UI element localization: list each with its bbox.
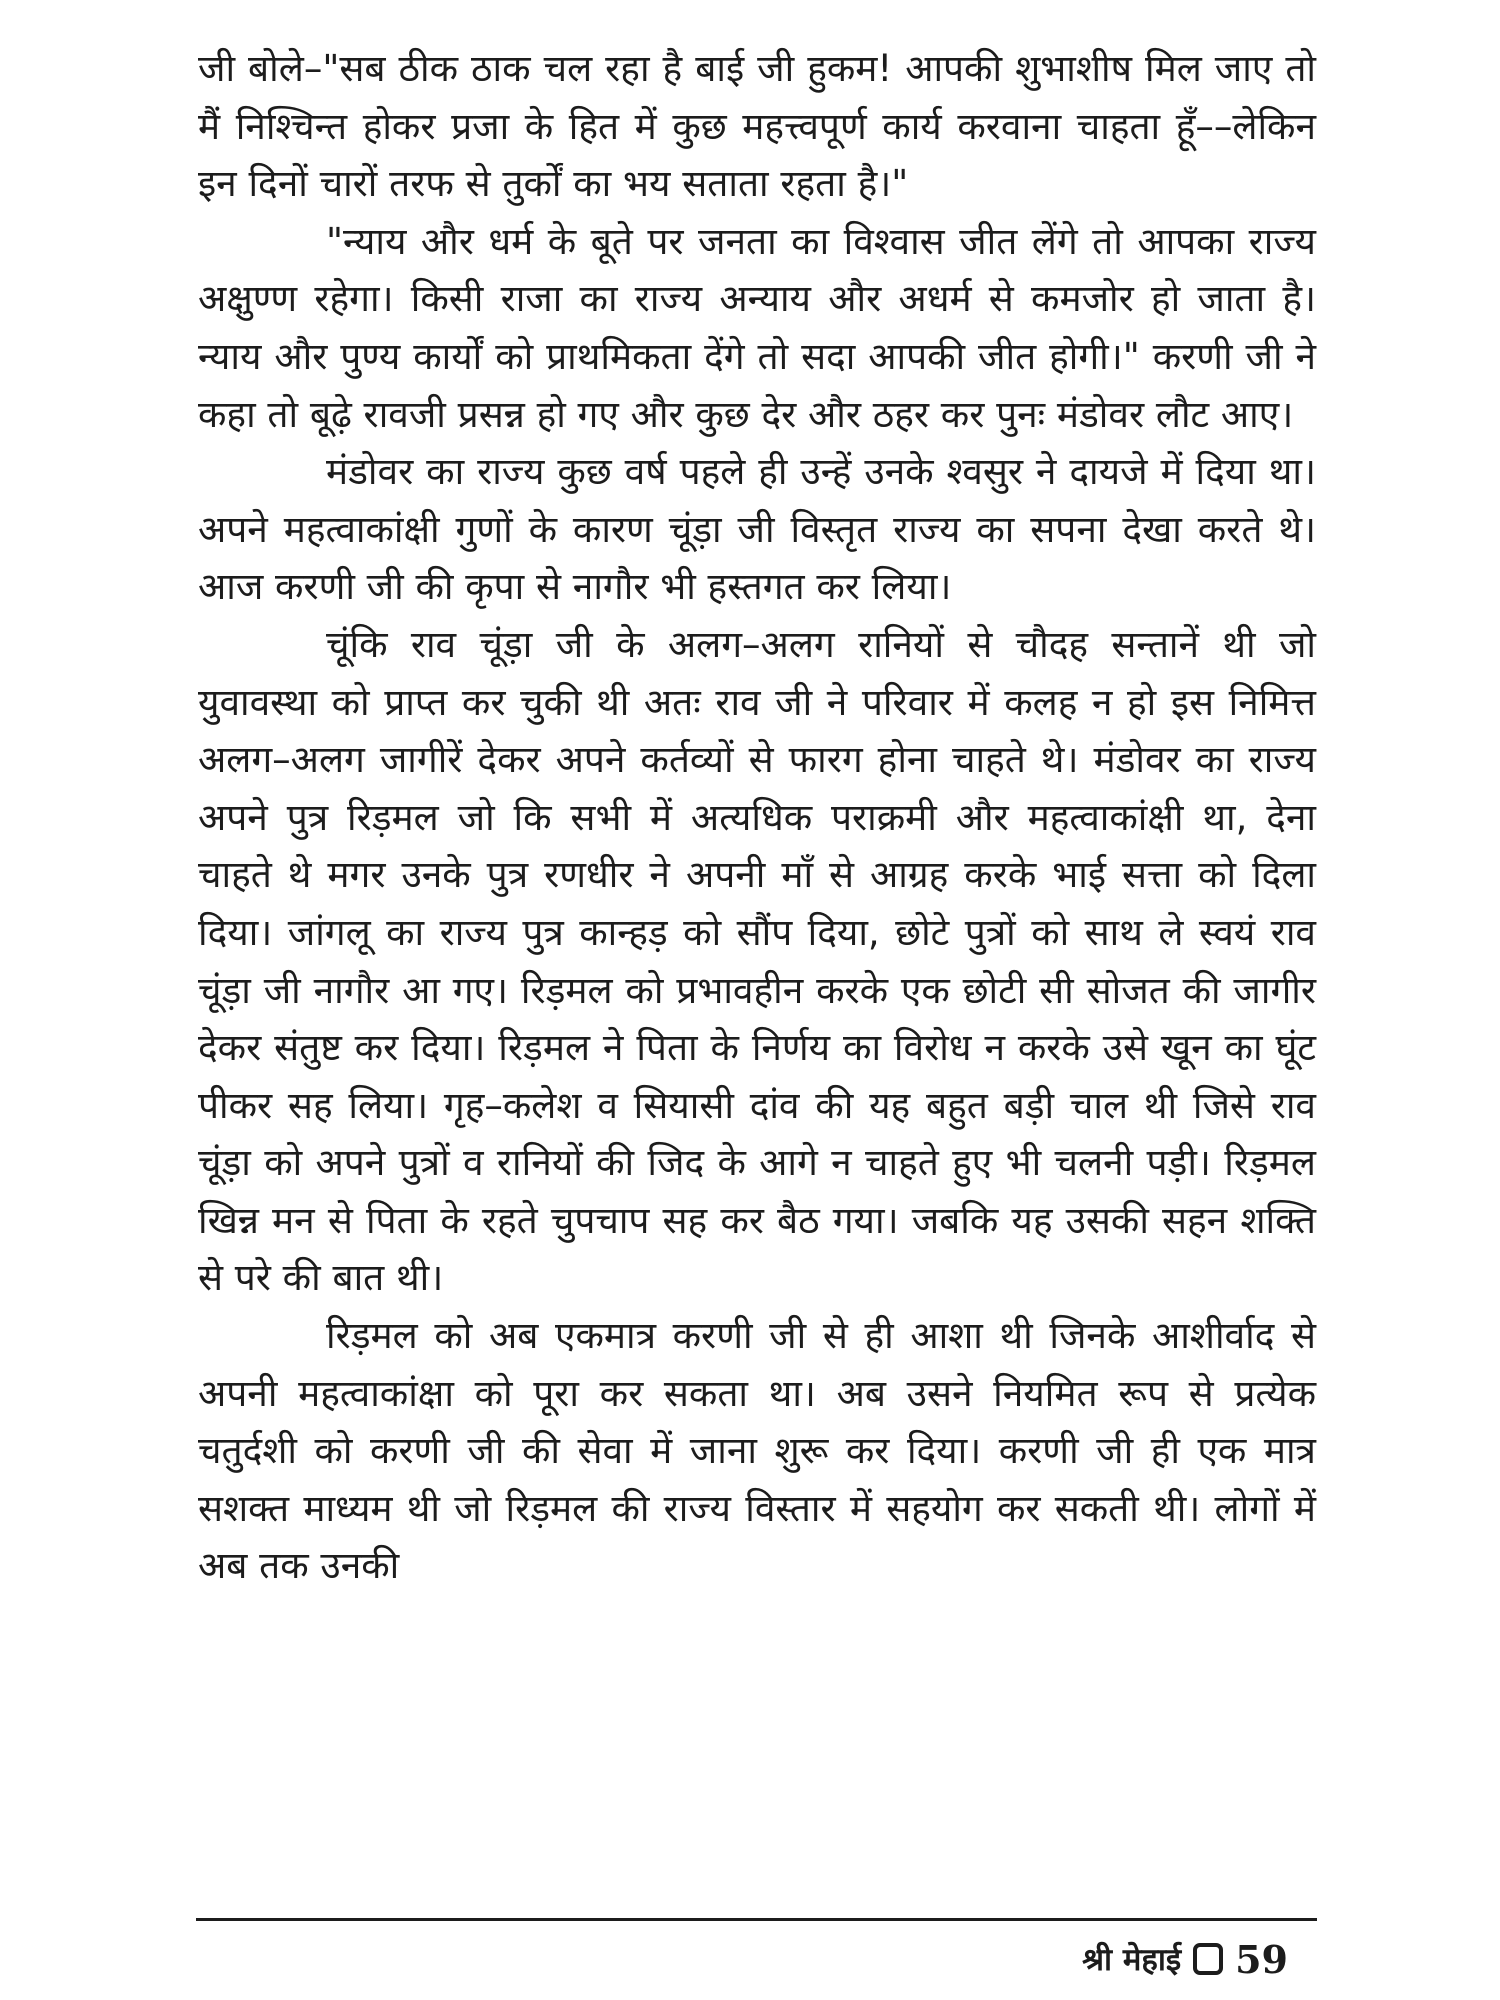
footer-divider [196,1918,1317,1921]
magazine-name: श्री मेहाई [1082,1942,1182,1978]
paragraph-3: मंडोवर का राज्य कुछ वर्ष पहले ही उन्हें उनके श्वसुर ने दायजे में दिया था। अपने महत्वाकांक्षी गुणों के कारण चूंड़ा जी विस्तृत राज्य का सपना देखा करते थे। आज करणी जी की कृपा से नागौर भी हस्तगत कर लिया। [198,450,1316,609]
page-footer [1082,1932,1288,1986]
paragraph-4: चूंकि राव चूंड़ा जी के अलग–अलग रानियों से चौदह सन्तानें थी जो युवावस्था को प्राप्त कर चुकी थी अतः राव जी ने परिवार में कलह न हो इस निमित्त अलग–अलग जागीरें देकर अपने कर्तव्यों से फारग होना चाहते थे। मंडोवर का राज्य अपने पुत्र रिड़मल जो कि सभी में अत्यधिक पराक्रमी और महत्वाकांक्षी था, देना चाहते थे मगर उनके पुत्र रणधीर ने अपनी माँ से आग्रह करके भाई सत्ता को दिला दिया। जांगलू का राज्य पुत्र कान्हड़ को सौंप दिया, छोटे पुत्रों को साथ ले स्वयं राव चूंड़ा जी नागौर आ गए। रिड़मल को प्रभावहीन करके एक छोटी सी सोजत की जागीर देकर संतुष्ट कर दिया। रिड़मल ने पिता के निर्णय का विरोध न करके उसे खून का घूंट पीकर सह लिया। गृह–कलेश व सियासी दांव की यह बहुत बड़ी चाल थी जिसे राव चूंड़ा को अपने पुत्रों व रानियों की जिद के आगे न चाहते हुए भी चलनी पड़ी। रिड़मल खिन्न मन से पिता के रहते चुपचाप सह कर बैठ गया। जबकि यह उसकी सहन शक्ति से परे की बात थी। [198,622,1316,1300]
page-number: 59 [1235,1936,1288,1982]
body-text [198,40,1316,1595]
paragraph-5: रिड़मल को अब एकमात्र करणी जी से ही आशा थी जिनके आशीर्वाद से अपनी महत्वाकांक्षा को पूरा कर सकता था। अब उसने नियमित रूप से प्रत्येक चतुर्दशी को करणी जी की सेवा में जाना शुरू कर दिया। करणी जी ही एक मात्र सशक्त माध्यम थी जो रिड़मल की राज्य विस्तार में सहयोग कर सकती थी। लोगों में अब तक उनकी [198,1314,1316,1588]
paragraph-2: "न्याय और धर्म के बूते पर जनता का विश्वास जीत लेंगे तो आपका राज्य अक्षुण्ण रहेगा। किसी राजा का राज्य अन्याय और अधर्म से कमजोर हो जाता है। न्याय और पुण्य कार्यों को प्राथमिकता देंगे तो सदा आपकी जीत होगी।" करणी जी ने कहा तो बूढ़े रावजी प्रसन्न हो गए और कुछ देर और ठहर कर पुनः मंडोवर लौट आए। [198,219,1316,436]
paragraph-1: जी बोले–"सब ठीक ठाक चल रहा है बाई जी हुकम! आपकी शुभाशीष मिल जाए तो मैं निश्चिन्त होकर प्रजा के हित में कुछ महत्त्वपूर्ण कार्य करवाना चाहता हूँ––लेकिन इन दिनों चारों तरफ से तुर्कों का भय सताता रहता है।" [198,47,1316,206]
square-box-icon [1193,1943,1223,1975]
